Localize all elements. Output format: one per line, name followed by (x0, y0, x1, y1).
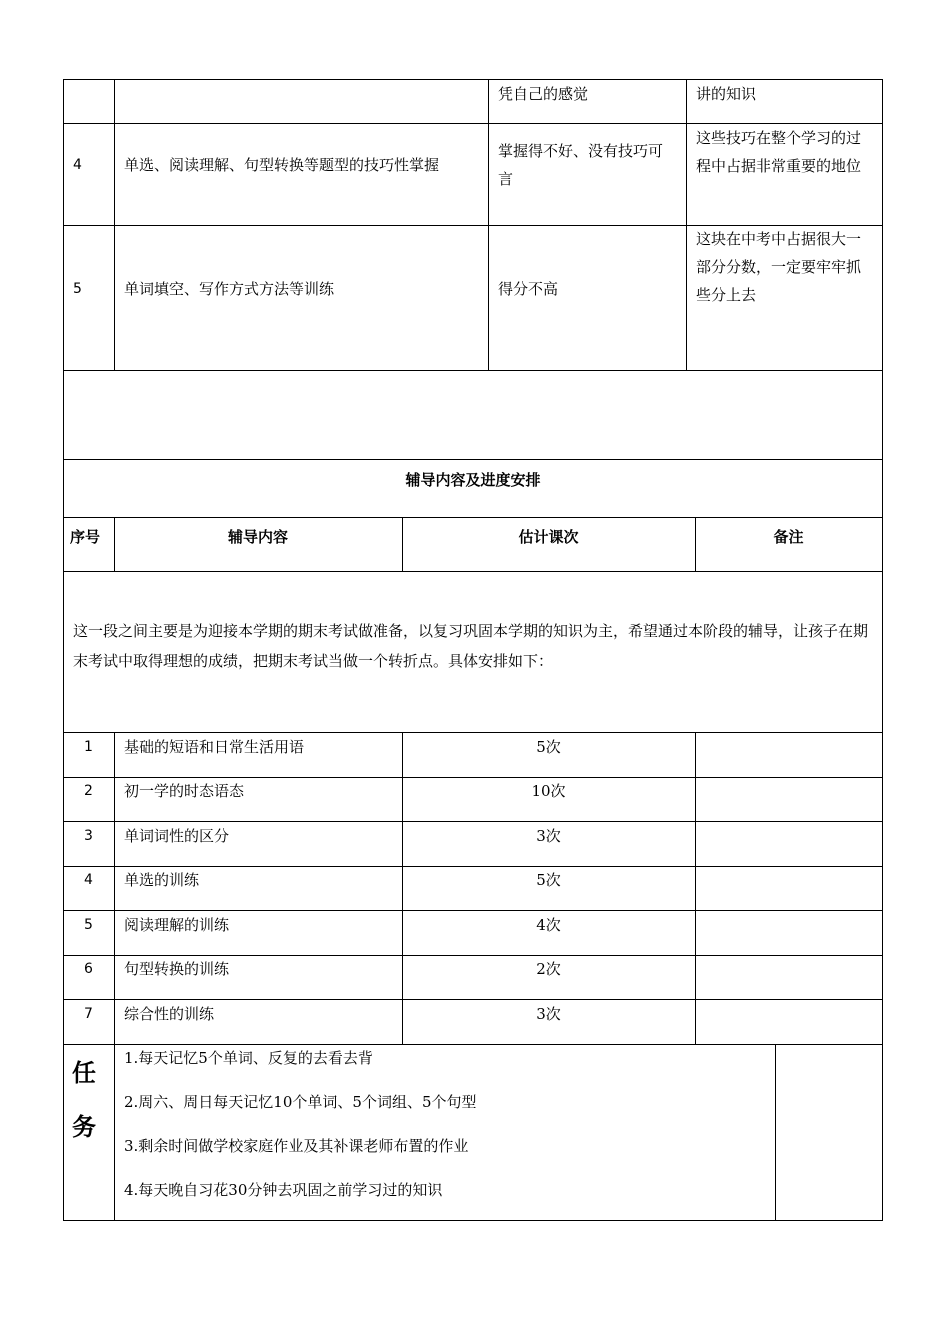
row-sessions: 5次 (536, 871, 561, 889)
row-content: 单选的训练 (124, 871, 200, 889)
task-item: 3.剩余时间做学校家庭作业及其补课老师布置的作业 (124, 1137, 469, 1155)
task-item: 2.周六、周日每天记忆10个单词、5个词组、5个句型 (124, 1093, 477, 1111)
row-content: 初一学的时态语态 (124, 782, 245, 800)
row-sessions: 4次 (536, 916, 561, 934)
row-number: 2 (84, 783, 93, 799)
header-remark: 备注 (773, 528, 804, 546)
table-border (114, 732, 115, 1045)
row-number: 5 (84, 917, 93, 933)
row-number: 4 (84, 872, 93, 888)
cell-note: 这些技巧在整个学习的过程中占据非常重要的地位 (696, 129, 862, 175)
table-border (882, 79, 883, 1221)
table-border (686, 79, 687, 371)
row-content: 阅读理解的训练 (124, 916, 230, 934)
cell-note: 这块在中考中占据很大一部分分数，一定要牢牢抓些分上去 (696, 230, 862, 304)
header-content: 辅导内容 (227, 528, 288, 546)
row-sessions: 3次 (536, 1005, 561, 1023)
table-border (488, 79, 489, 371)
row-number: 7 (84, 1006, 93, 1022)
schedule-intro: 这一段之间主要是为迎接本学期的期末考试做准备，以复习巩固本学期的知识为主，希望通过本阶段的辅导，让孩子在期末考试中取得理想的成绩，把期末考试当做一个转折点。具体安排如下： (73, 622, 869, 670)
task-label-char: 务 (72, 1113, 96, 1141)
cell-status: 掌握得不好、没有技巧可言 (498, 142, 664, 188)
cell-content: 单词填空、写作方式方法等训练 (124, 280, 335, 298)
table-border (114, 79, 115, 371)
row-number: 1 (84, 739, 93, 755)
header-sessions: 估计课次 (518, 528, 579, 546)
row-sessions: 3次 (536, 827, 561, 845)
table-border (63, 459, 883, 460)
row-sessions: 5次 (536, 738, 561, 756)
row-number: 5 (73, 281, 82, 297)
row-number: 3 (84, 828, 93, 844)
row-number: 6 (84, 961, 93, 977)
table-border (114, 1044, 115, 1221)
header-no: 序号 (70, 528, 101, 546)
row-number: 4 (73, 157, 82, 173)
cell-status: 得分不高 (498, 280, 559, 298)
task-item: 4.每天晚自习花30分钟去巩固之前学习过的知识 (124, 1181, 443, 1199)
table-border (63, 79, 64, 1221)
table-border (63, 370, 883, 371)
row-sessions: 2次 (536, 960, 561, 978)
cell-status: 凭自己的感觉 (498, 85, 589, 103)
task-item: 1.每天记忆5个单词、反复的去看去背 (124, 1049, 373, 1067)
task-label-char: 任 (72, 1059, 96, 1087)
cell-note: 讲的知识 (696, 85, 757, 103)
cell-content: 单选、阅读理解、句型转换等题型的技巧性掌握 (124, 156, 440, 174)
row-sessions: 10次 (531, 782, 566, 800)
table-border (775, 1044, 776, 1221)
row-content: 基础的短语和日常生活用语 (124, 738, 305, 756)
table-border (63, 571, 883, 572)
table-border (63, 1220, 883, 1221)
table-border (695, 732, 696, 1045)
row-content: 句型转换的训练 (124, 960, 230, 978)
row-content: 单词词性的区分 (124, 827, 230, 845)
schedule-title: 辅导内容及进度安排 (405, 471, 541, 489)
row-content: 综合性的训练 (124, 1005, 215, 1023)
table-border (63, 517, 883, 518)
